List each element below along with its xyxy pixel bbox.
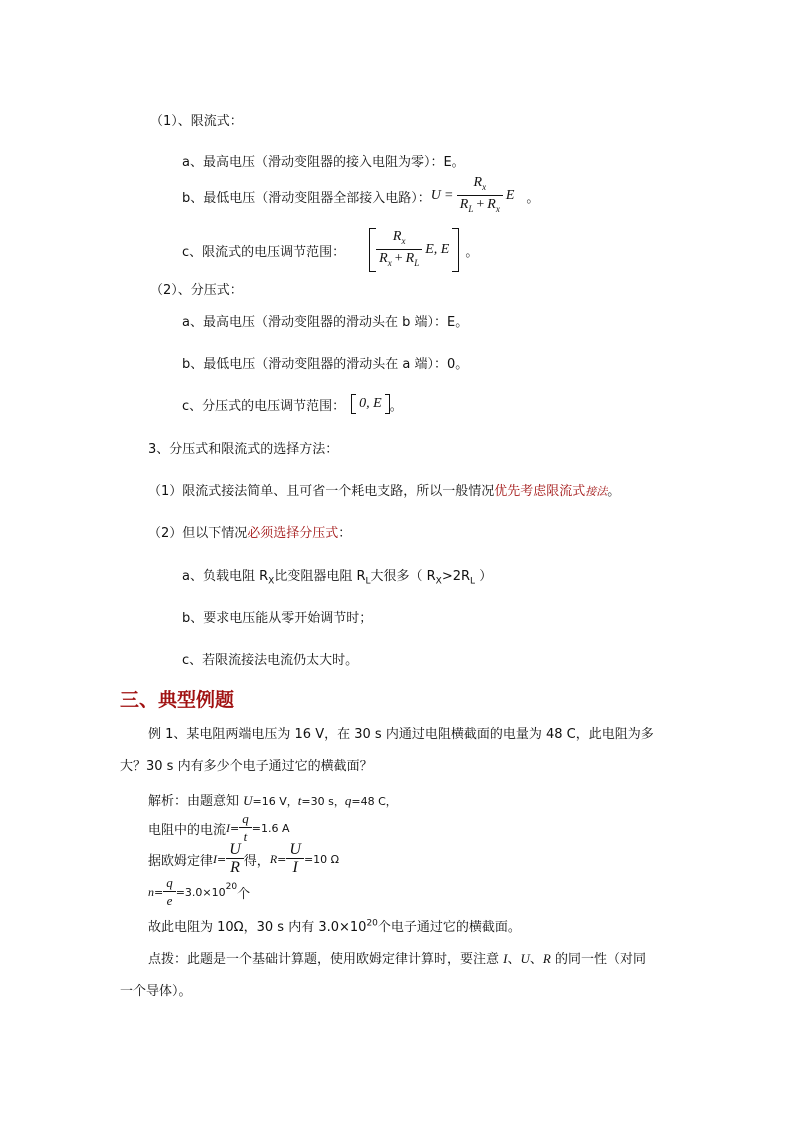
range-den-b-sub: L	[414, 257, 420, 268]
right-bracket	[452, 228, 459, 272]
frac-den-b: R	[487, 197, 496, 212]
tip-var-u: U	[520, 951, 530, 966]
selection-item-b: b、要求电压能从零开始调节时；	[182, 611, 373, 626]
selection-heading: 3、分压式和限流式的选择方法：	[148, 442, 339, 457]
tip-line2: 一个导体）。	[120, 984, 192, 999]
var-t: t	[297, 793, 302, 808]
ohm-num: U	[229, 841, 241, 858]
val-q: =48 C，	[351, 795, 397, 808]
tip-var-i: I	[503, 951, 508, 966]
selection-p1-end: 。	[607, 484, 621, 499]
range-num: R	[392, 229, 402, 245]
formula-u: U	[430, 188, 441, 203]
current-text: 电阻中的电流	[148, 822, 227, 838]
item-a-sub2: L	[365, 576, 371, 587]
item-a-sub3: X	[435, 576, 442, 587]
range-left-bracket	[351, 394, 356, 414]
count-den: e	[163, 891, 176, 909]
selection-p1-italic: 接法	[585, 485, 608, 498]
item-a-mid2: 大很多（ R	[370, 569, 436, 584]
conclusion-line	[148, 916, 521, 935]
tip-var-r: R	[542, 951, 551, 966]
count-value: =3.0×10	[175, 885, 226, 899]
ohm-var-i: I	[213, 851, 218, 866]
ohm-mid: 得，	[243, 853, 270, 869]
left-bracket	[369, 228, 376, 272]
solution-text: 解析：由题意知	[148, 794, 244, 809]
selection-item-a	[182, 565, 492, 587]
ohm-fraction-2	[286, 842, 304, 876]
count-line	[148, 874, 250, 910]
limit-item-b-end: 。	[526, 190, 540, 206]
example-line1: 例 1、某电阻两端电压为 16 V，在 30 s 内通过电阻横截面的电量为 48 C，此电阻为多	[148, 727, 654, 742]
count-exponent: 20	[225, 882, 238, 892]
item-a-end: ）	[475, 569, 493, 584]
limit-item-b-text: b、最低电压（滑动变阻器全部接入电路）：	[182, 190, 431, 206]
limit-item-c-text: c、限流式的电压调节范围：	[182, 244, 346, 260]
conclusion-exponent: 20	[366, 918, 378, 929]
current-den: t	[239, 827, 252, 845]
solution-line	[148, 790, 397, 809]
ohm-eq2: =	[277, 852, 287, 866]
current-num: q	[242, 811, 249, 826]
tip-text: 点拨：此题是一个基础计算题，使用欧姆定律计算时，要注意	[148, 952, 504, 967]
selection-item-c: c、若限流接法电流仍太大时。	[182, 653, 359, 668]
divider-item-c	[182, 392, 403, 416]
tip-sep1: 、	[507, 952, 521, 967]
range-den-a: R	[379, 251, 388, 266]
divider-item-c-text: c、分压式的电压调节范围：	[182, 398, 346, 414]
range-tail: E, E	[425, 242, 450, 257]
tip-line1	[148, 948, 646, 967]
ohm-eq: =	[217, 852, 227, 866]
formula-e: E	[505, 188, 515, 203]
selection-p2-end: ：	[338, 526, 352, 541]
item-a-text: a、负载电阻 R	[182, 569, 269, 584]
item-a-sub1: X	[268, 576, 275, 587]
selection-p1-emphasis: 优先考虑限流式	[494, 484, 586, 499]
divider-item-c-end: 。	[389, 398, 403, 414]
item-a-mid: 比变阻器电阻 R	[274, 569, 366, 584]
ohm-var-r: R	[269, 851, 278, 866]
frac-num-sub: x	[482, 182, 487, 192]
var-u: U	[243, 793, 253, 808]
var-n: n	[148, 884, 154, 899]
val-t: =30 s，	[301, 795, 345, 808]
frac-num: R	[473, 175, 483, 191]
frac-den-b-sub: x	[495, 203, 500, 214]
count-num: q	[166, 875, 173, 890]
frac-den-a: R	[459, 197, 469, 212]
limit-item-c-end: 。	[465, 244, 479, 260]
range-den-b: R	[405, 251, 415, 266]
limit-item-c	[182, 226, 478, 274]
limit-heading: （1）、限流式：	[150, 114, 243, 129]
ohm-value: =10 Ω	[303, 852, 340, 866]
ohm-fraction	[226, 842, 244, 876]
selection-p1	[148, 480, 620, 499]
example-line2: 大？30 s 内有多少个电子通过它的横截面？	[120, 759, 373, 774]
ohm-den: R	[226, 858, 244, 876]
divider-range: 0, E	[359, 396, 382, 411]
formula-fraction	[457, 175, 503, 217]
ohm-text: 据欧姆定律	[148, 853, 214, 869]
conclusion-end: 个电子通过它的横截面。	[377, 920, 521, 935]
ohm-num2: U	[289, 841, 301, 858]
var-q: q	[344, 793, 352, 808]
count-fraction	[163, 875, 176, 909]
divider-item-a: a、最高电压（滑动变阻器的滑动头在 b 端）：E。	[182, 315, 469, 330]
range-fraction	[376, 229, 422, 271]
item-a-sub4: L	[470, 576, 476, 587]
val-u: =16 V，	[252, 795, 298, 808]
count-eq: =	[154, 885, 164, 899]
limit-item-b	[182, 176, 539, 216]
count-unit: 个	[237, 886, 251, 902]
range-den-a-sub: x	[387, 257, 392, 268]
divider-heading: （2）、分压式：	[150, 283, 243, 298]
var-i: I	[226, 820, 231, 835]
current-eq: =	[230, 821, 240, 835]
ohm-line	[148, 840, 339, 878]
limit-item-a: a、最高电压（滑动变阻器的接入电阻为零）：E。	[182, 155, 465, 170]
range-den-plus: +	[394, 251, 403, 266]
tip-end: 的同一性（对同	[550, 952, 646, 967]
frac-den-a-sub: L	[468, 203, 474, 214]
selection-p2-emphasis: 必须选择分压式	[247, 526, 339, 541]
tip-sep2: 、	[529, 952, 543, 967]
section-title: 三、典型例题	[120, 689, 235, 711]
selection-p2-text: （2）但以下情况	[148, 526, 248, 541]
selection-p2	[148, 522, 351, 541]
range-num-sub: x	[401, 236, 406, 246]
item-a-mid3: >2R	[441, 569, 471, 584]
conclusion-text: 故此电阻为 10Ω，30 s 内有 3.0×10	[148, 920, 367, 935]
current-value: =1.6 A	[251, 821, 290, 835]
divider-item-b: b、最低电压（滑动变阻器的滑动头在 a 端）：0。	[182, 357, 469, 372]
ohm-den2: I	[286, 858, 304, 876]
frac-den-plus: +	[476, 197, 485, 212]
formula-eq: =	[444, 188, 453, 203]
selection-p1-text: （1）限流式接法简单、且可省一个耗电支路，所以一般情况	[148, 484, 495, 499]
